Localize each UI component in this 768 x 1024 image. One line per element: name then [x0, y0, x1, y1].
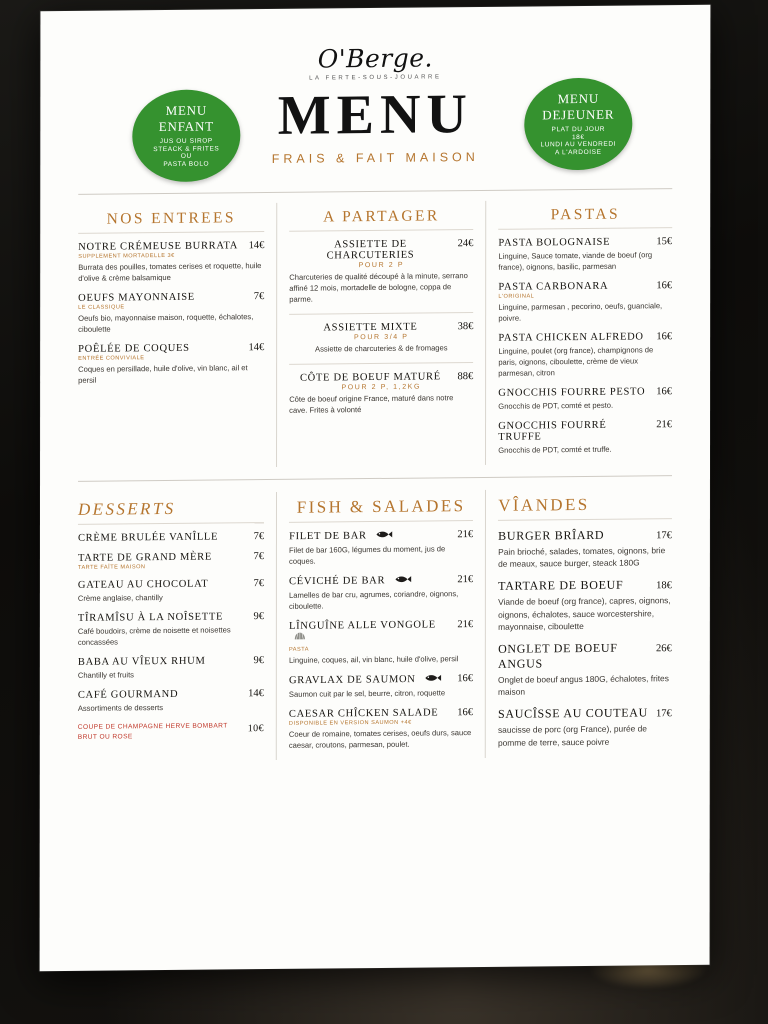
item-price: 16€: [457, 673, 474, 685]
item-price: 16€: [656, 280, 673, 292]
section-title-viandes: VÎANDES: [498, 494, 590, 515]
page-subtitle: FRAIS & FAIT MAISON: [271, 149, 479, 166]
item-desc: Coeur de romaine, tomates cerises, oeufs durs, sauce caesar, croutons, parmesan, poulet.: [288, 728, 472, 750]
item-desc: Onglet de boeuf angus 180G, échalotes, frites maison: [498, 673, 669, 697]
section-rule: [289, 229, 473, 232]
section-title-partager: A PARTAGER: [323, 207, 440, 226]
item-price: 7€: [253, 578, 265, 590]
section-desserts: [66, 492, 276, 762]
menu-item: [78, 531, 264, 544]
section-partager: [276, 201, 486, 467]
item-price: 17€: [656, 530, 672, 542]
badge-left-line4: STEACK & FRITES: [153, 145, 220, 153]
menu-item: [289, 529, 473, 567]
badge-left-line3: JUS OU SIROP: [159, 137, 213, 146]
fish-icon: [375, 530, 393, 542]
item-name-wrap: [289, 619, 451, 646]
badge-left-line1: MENU: [165, 102, 208, 119]
badge-left-line6: PASTA BOLO: [163, 160, 210, 169]
item-name: SAUCÎSSE AU COUTEAU: [498, 705, 648, 722]
item-name-wrap: [289, 673, 451, 687]
item-desc: Linguine, coques, ail, vin blanc, huile d'olive, persil: [288, 654, 459, 665]
item-desc: Côte de boeuf origine France, maturé dans notre cave. Frites à volonté: [289, 393, 454, 415]
badge-left-line5: OU: [180, 153, 192, 161]
menu-item: [78, 551, 264, 571]
item-desc: Chantilly et fruits: [77, 670, 134, 680]
menu-item: [289, 238, 473, 305]
section-rule: [498, 227, 672, 230]
item-price: 7€: [253, 291, 265, 303]
item-desc: Viande de boeuf (org france), capres, oignons, oignons, échalotes, sauce worcestershire, mayonnaise, ciboulette: [498, 595, 671, 632]
section-rule: [498, 518, 672, 521]
item-name: CAESAR CHÎCKEN SALADE: [288, 707, 439, 720]
item-name: ONGLET DE BOEUF ANGUS: [498, 640, 618, 671]
item-price: 18€: [656, 580, 672, 592]
menu-item: [289, 371, 473, 416]
section-rule: [78, 522, 264, 525]
item-sub: SUPPLEMENT MORTADELLE 3€: [78, 252, 175, 260]
item-name: ASSIETTE DE CHARCUTERIES: [326, 238, 415, 262]
item-price: 9€: [253, 611, 265, 623]
item-price: 7€: [253, 531, 265, 543]
restaurant-logo: [66, 41, 684, 84]
section-pastas: [486, 199, 684, 465]
item-price: 14€: [248, 688, 264, 700]
item-name: BABA AU VÎEUX RHUM: [77, 655, 206, 668]
item-sub: PASTA: [288, 646, 309, 653]
badge-left-line2: ENFANT: [158, 118, 214, 134]
item-name: CÔTE DE BOEUF MATURÉ: [299, 371, 441, 384]
item-price: 14€: [248, 342, 265, 354]
item-price: 15€: [656, 236, 673, 248]
menu-item: [289, 673, 473, 700]
item-name: BURGER BRÎARD: [498, 527, 605, 543]
section-rule: [289, 520, 473, 523]
menu-item: [498, 640, 672, 698]
item-price: 21€: [656, 419, 673, 431]
menu-item: [78, 578, 264, 604]
badge-right-line1: MENU: [557, 91, 600, 107]
menu-item: [498, 705, 672, 748]
item-price: 38€: [457, 321, 474, 333]
menu-item: [289, 707, 473, 751]
item-name: PASTA CARBONARA: [498, 280, 609, 293]
menu-item: [498, 527, 672, 570]
item-name: CÉVICHÉ DE BAR: [289, 575, 386, 588]
menu-item: [78, 655, 264, 681]
item-name: PASTA BOLOGNAISE: [498, 236, 611, 249]
menu-item: [289, 619, 473, 666]
item-sub: LE CLASSIQUE: [78, 304, 125, 311]
brand-name: O'Berge.: [317, 43, 433, 74]
menu-item: [498, 280, 672, 324]
item-desc: Linguine, parmesan , pecorino, oeufs, guanciale, poivre.: [498, 301, 663, 323]
item-desc: Lamelles de bar cru, agrumes, coriandre, oignons, ciboulette.: [289, 589, 459, 611]
menu-item: [498, 331, 672, 379]
item-name: LÎNGUÎNE ALLE VONGOLE: [288, 619, 436, 632]
menu-item: [289, 321, 473, 355]
badge-right-line5: LUNDI AU VENDREDI: [540, 140, 617, 149]
item-price: 21€: [457, 574, 474, 586]
item-name: TARTARE DE BOEUF: [498, 577, 624, 594]
item-desc: Filet de bar 160G, légumes du moment, jus de coques.: [289, 544, 446, 566]
champagne-price: 10€: [247, 723, 264, 735]
item-price: 17€: [656, 708, 672, 720]
menu-item: [78, 688, 264, 714]
item-price: 21€: [457, 619, 474, 631]
item-price: 88€: [457, 371, 474, 383]
item-name: NOTRE CRÉMEUSE BURRATA: [78, 240, 239, 253]
item-desc: Coques en persillade, huile d'olive, vin blanc, ail et persil: [78, 363, 248, 385]
item-price: 26€: [656, 643, 672, 655]
item-desc: Pain brioché, salades, tomates, oignons, brie de meaux, sauce burger, steack 180G: [498, 545, 666, 570]
item-desc: Oeufs bio, mayonnaise maison, roquette, échalotes, ciboulette: [78, 312, 254, 334]
item-desc: saucisse de porc (org France), purée de pomme de terre, sauce poivre: [497, 723, 647, 748]
item-name: PASTA CHICKEN ALFREDO: [498, 331, 644, 344]
item-price: 7€: [253, 551, 265, 563]
item-portion: POUR 3/4 P: [354, 333, 409, 342]
menu-item: [498, 419, 672, 456]
shell-icon: [294, 632, 306, 646]
badge-right-line3: PLAT DU JOUR: [551, 125, 606, 134]
item-portion: POUR 2 P: [358, 261, 405, 270]
item-price: 16€: [656, 331, 673, 343]
item-name: GNOCCHIS FOURRÉ TRUFFE: [498, 419, 607, 443]
item-sub: L'ORIGINAL: [498, 293, 535, 300]
menu-item: [78, 342, 264, 386]
menu-sheet: [40, 5, 711, 971]
menu-item: [498, 386, 672, 412]
champagne-label: COUPE DE CHAMPAGNE HERVE BOMBART BRUT OU ROSE: [77, 722, 228, 741]
item-desc: Saumon cuit par le sel, beurre, citron, roquette: [288, 688, 446, 699]
section-viandes: [486, 488, 684, 758]
item-sub: ENTRÉE CONVIVIALE: [78, 355, 145, 362]
item-desc: Gnocchis de PDT, comté et pesto.: [498, 400, 614, 411]
item-desc: Gnocchis de PDT, comté et truffe.: [498, 444, 612, 455]
section-title-fish: FISH & SALADES: [296, 496, 466, 517]
item-name-wrap: [289, 529, 451, 543]
fish-icon: [393, 575, 411, 587]
item-desc: Charcuteries de qualité découpé à la minute, serrano affiné 12 mois, mortadelle de bologne, coppa de parme.: [289, 271, 468, 304]
item-desc: Linguine, Sauce tomate, viande de boeuf (org france), oignons, basilic, parmesan: [498, 250, 653, 272]
item-price: 14€: [248, 240, 265, 252]
section-fish: [276, 490, 486, 760]
badge-right-line6: A L'ARDOISE: [555, 148, 602, 157]
section-title-entrees: NOS ENTREES: [106, 209, 236, 228]
menu-item: [78, 611, 264, 648]
item-desc: Burrata des pouilles, tomates cerises et roquette, huile d'olive & crème balsamique: [78, 261, 262, 283]
page-title: MENU: [277, 83, 473, 147]
menu-item: [289, 574, 473, 612]
item-name: GNOCCHIS FOURRE PESTO: [498, 386, 646, 399]
menu-item: [498, 236, 672, 273]
divider-middle: [78, 475, 672, 482]
item-price: 9€: [253, 655, 264, 667]
item-desc: Crème anglaise, chantilly: [77, 593, 163, 603]
item-name: GATEAU AU CHOCOLAT: [77, 578, 209, 591]
item-price: 24€: [457, 238, 474, 250]
menu-item: [78, 291, 264, 335]
item-name: FILET DE BAR: [289, 530, 367, 543]
item-price: 21€: [457, 529, 474, 541]
item-name: CAFÉ GOURMAND: [77, 688, 179, 701]
item-divider: [289, 362, 473, 365]
menu-top-columns: [66, 199, 684, 469]
item-price: 16€: [457, 707, 474, 719]
section-title-pastas: PASTAS: [550, 205, 621, 224]
item-name: TÎRAMÎSU À LA NOÎSETTE: [77, 611, 224, 624]
badge-right-line4: 18€: [571, 133, 585, 141]
badge-right-line2: DEJEUNER: [542, 106, 615, 123]
item-name: GRAVLAX DE SAUMON: [288, 674, 416, 687]
item-sub: DISPONIBLE EN VERSION SAUMON +4€: [288, 719, 412, 727]
item-desc: Café boudoirs, crème de noisette et noisettes concassées: [77, 625, 231, 647]
item-desc: Assortiments de desserts: [77, 703, 164, 713]
item-name: OEUFS MAYONNAISE: [78, 291, 195, 304]
brand-location: LA FERTE-SOUS-JOUARRE: [309, 74, 442, 82]
menu-item: [78, 240, 264, 284]
item-desc: Linguine, poulet (org france), champignons de paris, oignons, ciboulette, crème de vieux parmesan, citron: [498, 345, 654, 378]
item-price: 16€: [656, 386, 673, 398]
item-name-wrap: [289, 574, 451, 588]
item-portion: POUR 2 P, 1,2KG: [341, 383, 422, 392]
item-name: POÊLÉE DE COQUES: [78, 342, 190, 355]
item-name: CRÈME BRULÉE VANÎLLE: [77, 531, 219, 544]
item-name: TARTE DE GRAND MÈRE: [77, 551, 212, 564]
item-sub: TARTE FAÎTE MAISON: [77, 564, 146, 571]
section-title-desserts: DESSERTS: [77, 498, 176, 519]
section-entrees: [66, 203, 276, 469]
item-name: ASSIETTE MIXTE: [323, 321, 418, 334]
fish-icon: [424, 673, 442, 685]
item-divider: [289, 312, 473, 315]
section-rule: [78, 231, 264, 234]
menu-item: [498, 578, 672, 633]
item-desc: Assiette de charcuteries & de fromages: [315, 343, 448, 354]
champagne-footnote: [78, 721, 264, 743]
menu-bottom-columns: [66, 488, 684, 762]
